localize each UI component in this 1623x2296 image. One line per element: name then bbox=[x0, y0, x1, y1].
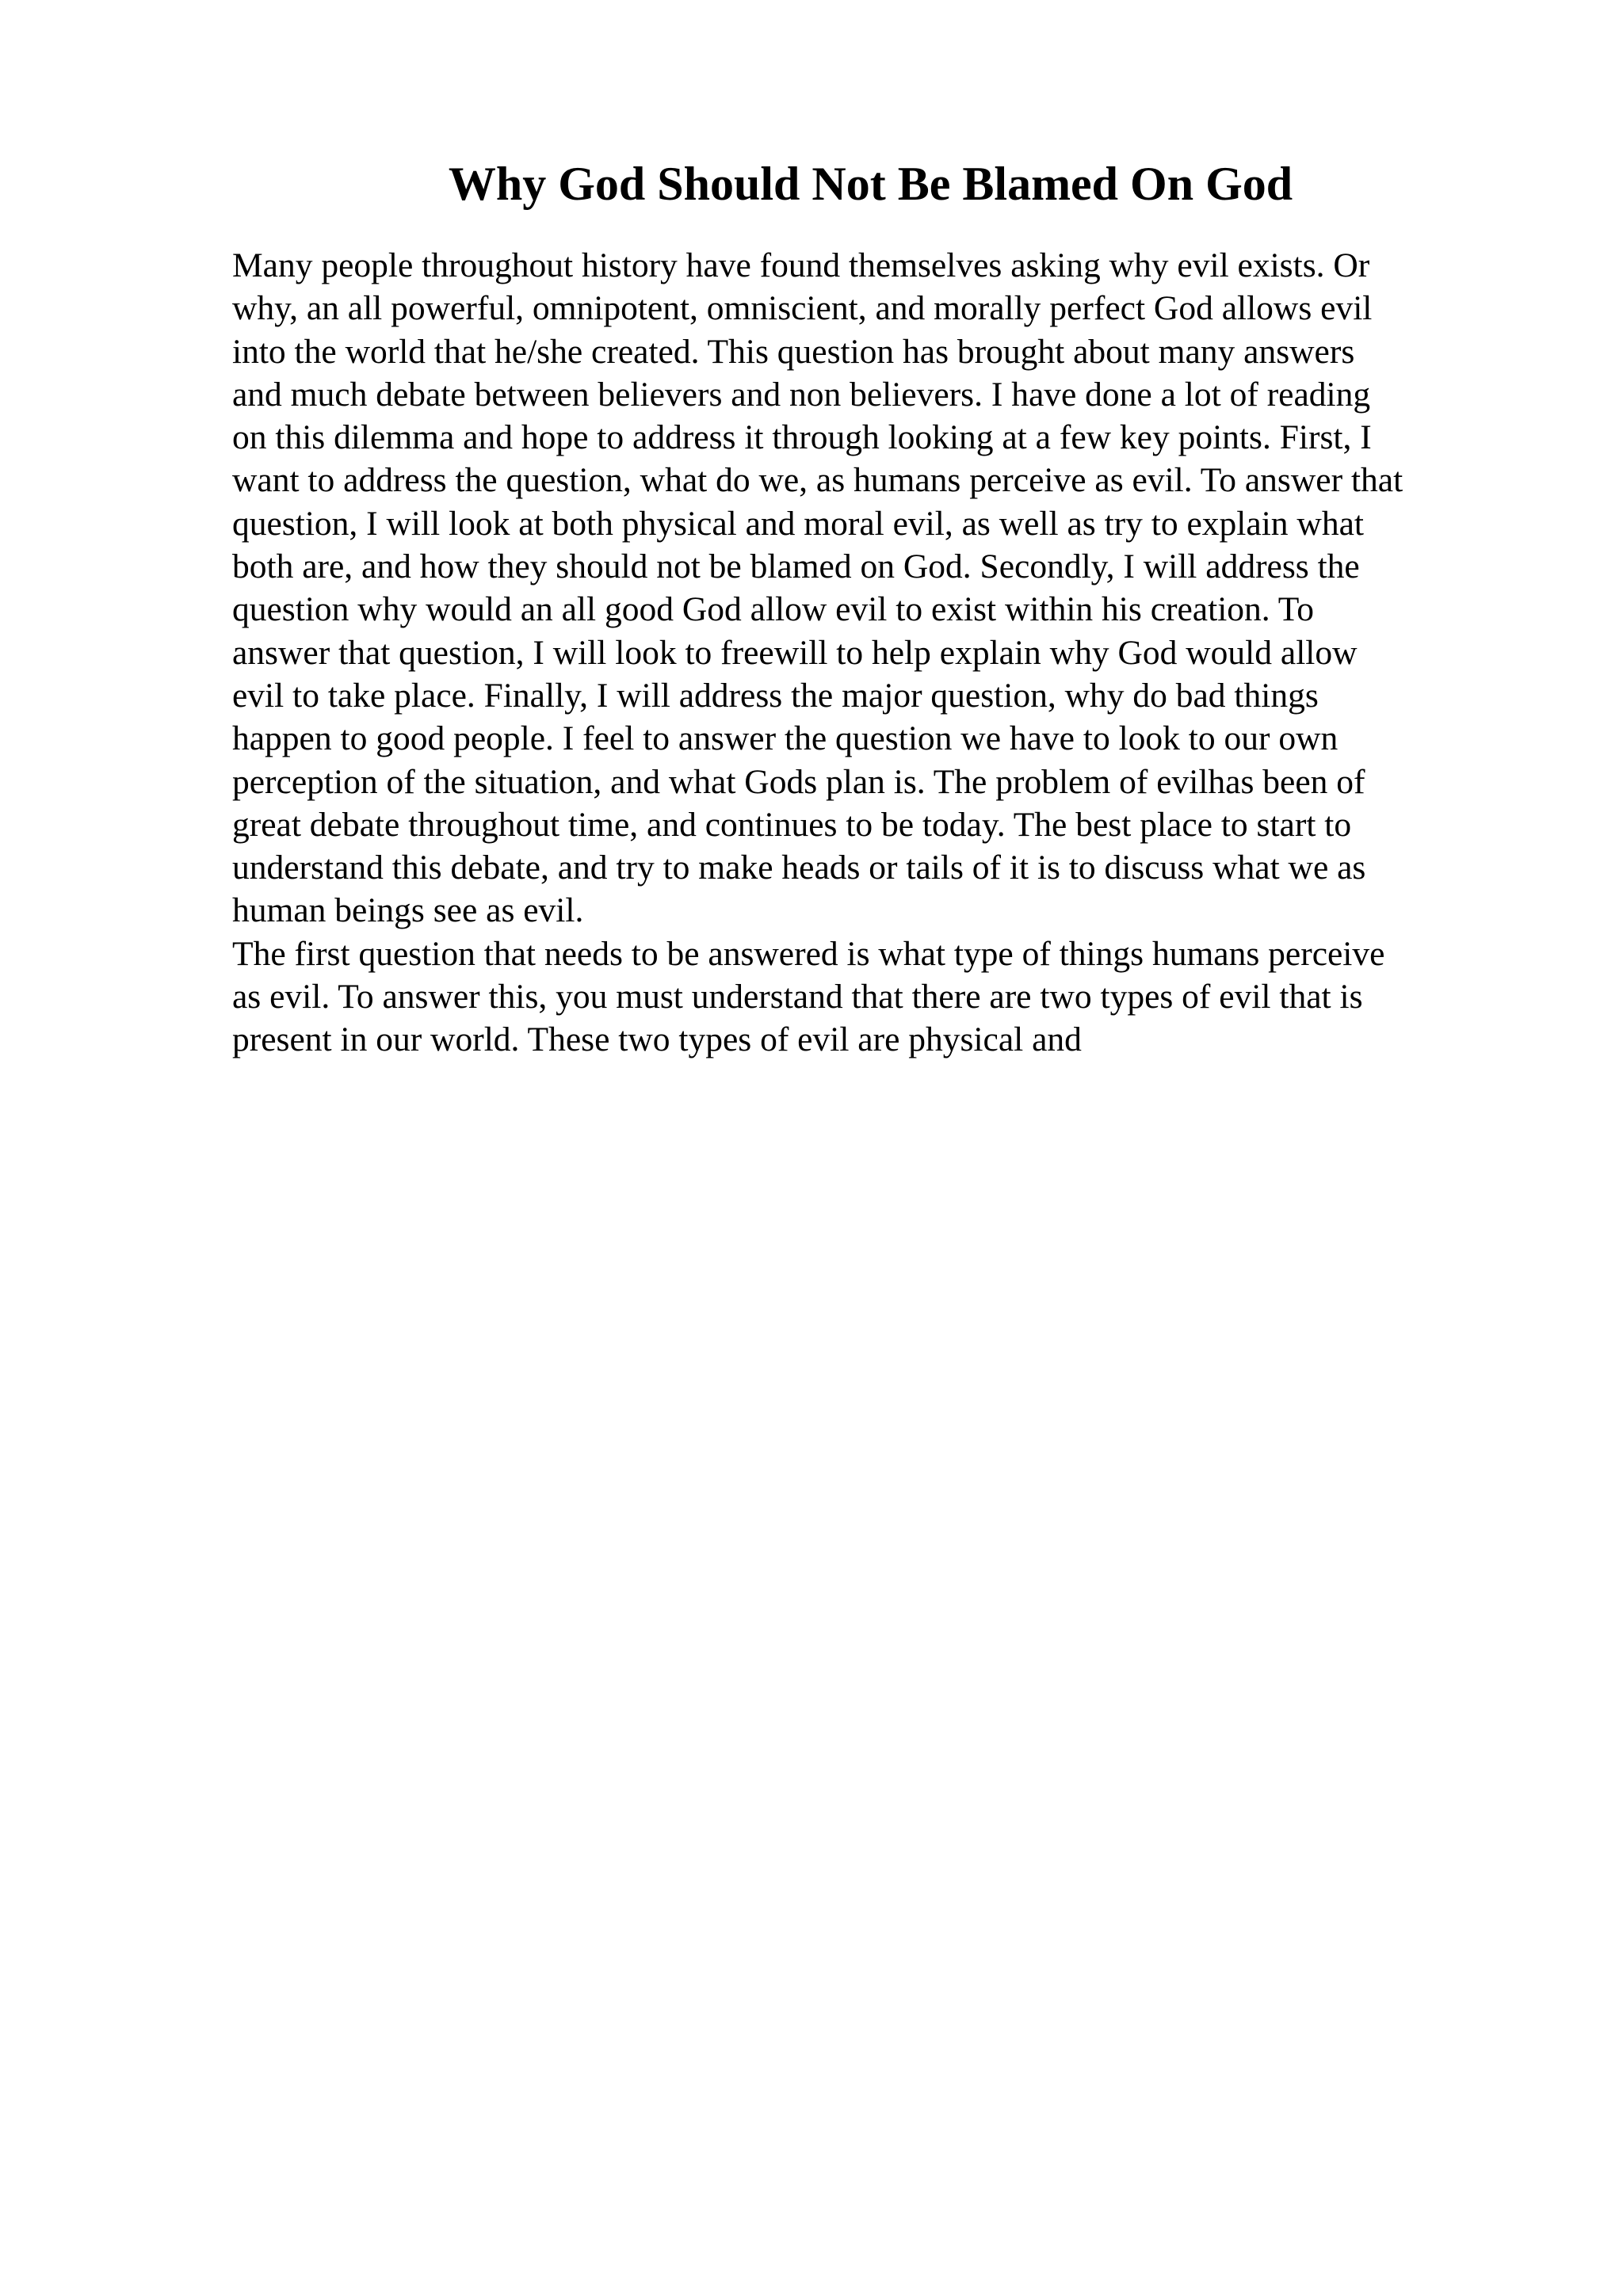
body-line-8: both are, and how they should not be blamed on God. Secondly, I will address the bbox=[232, 547, 1360, 586]
body-line-13: perception of the situation, and what Gods plan is. The problem of evilhas been of bbox=[232, 762, 1365, 801]
body-line-12: happen to good people. I feel to answer the question we have to look to our own bbox=[232, 719, 1338, 758]
body-line-9: question why would an all good God allow evil to exist within his creation. To bbox=[232, 590, 1315, 629]
document-body bbox=[232, 244, 1516, 1062]
body-line-10: answer that question, I will look to freewill to help explain why God would allow bbox=[232, 633, 1358, 672]
body-line-3: into the world that he/she created. This question has brought about many answers bbox=[232, 332, 1355, 371]
body-line-14: great debate throughout time, and continues to be today. The best place to start to bbox=[232, 805, 1352, 844]
body-line-6: want to address the question, what do we, as humans perceive as evil. To answer that bbox=[232, 461, 1403, 500]
body-line-7: question, I will look at both physical and moral evil, as well as try to explain what bbox=[232, 504, 1364, 543]
body-line-1: Many people throughout history have found themselves asking why evil exists. Or bbox=[232, 246, 1370, 284]
body-line-2: why, an all powerful, omnipotent, omniscient, and morally perfect God allows evil bbox=[232, 289, 1373, 328]
body-line-4: and much debate between believers and non believers. I have done a lot of reading bbox=[232, 375, 1371, 414]
body-line-11: evil to take place. Finally, I will address the major question, why do bad things bbox=[232, 676, 1319, 715]
body-line-16: human beings see as evil. bbox=[232, 891, 584, 930]
body-line-5: on this dilemma and hope to address it through looking at a few key points. First, I bbox=[232, 418, 1372, 457]
body-line-17: The first question that needs to be answered is what type of things humans perceive bbox=[232, 934, 1385, 973]
body-line-15: understand this debate, and try to make heads or tails of it is to discuss what we as bbox=[232, 849, 1366, 887]
body-line-18: as evil. To answer this, you must understand that there are two types of evil that is bbox=[232, 978, 1363, 1016]
document-title: Why God Should Not Be Blamed On God bbox=[448, 158, 1293, 210]
body-line-19: present in our world. These two types of evil are physical and bbox=[232, 1020, 1082, 1059]
